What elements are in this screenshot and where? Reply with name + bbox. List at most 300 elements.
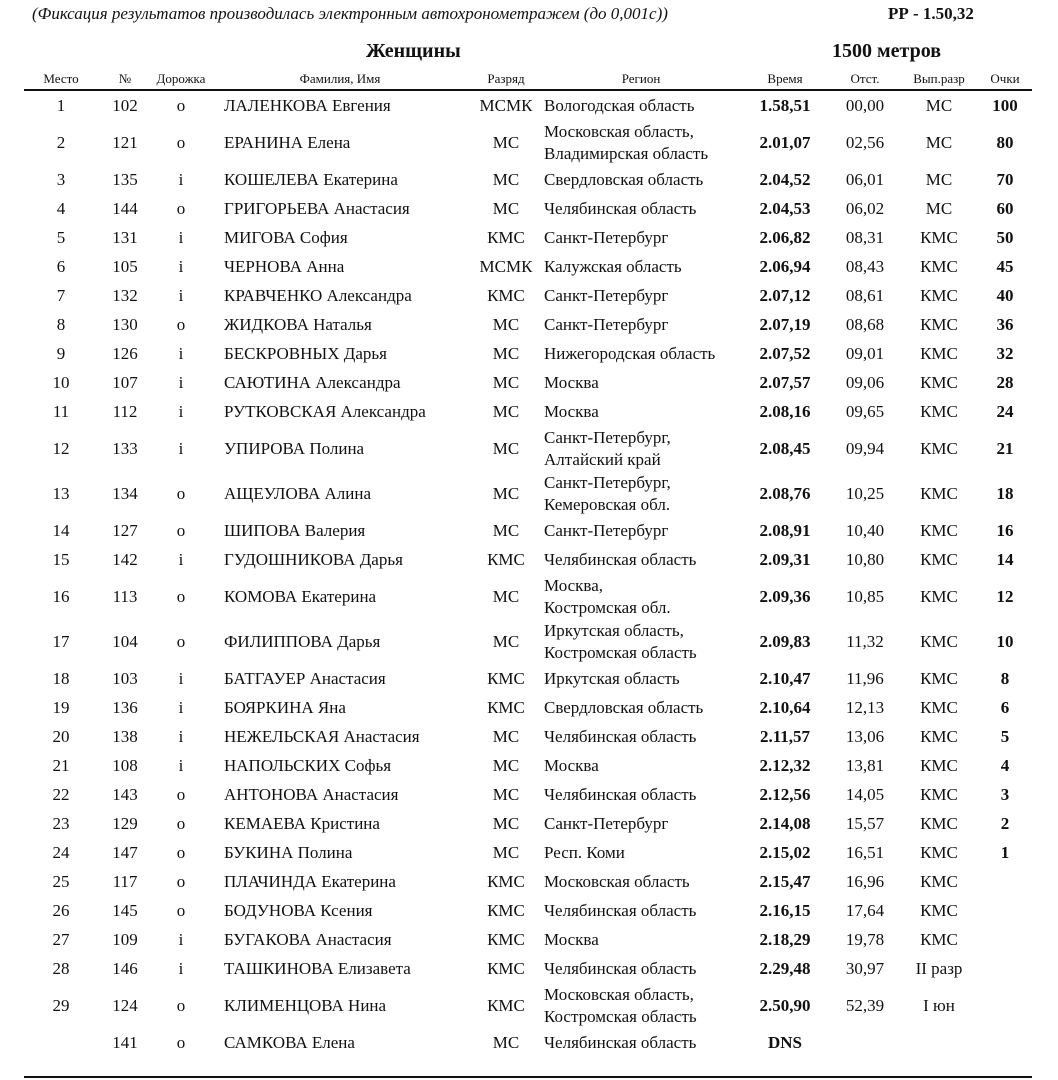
- cell-points: 21: [996, 438, 1014, 458]
- cell-region: [542, 194, 740, 223]
- cell-region: [542, 368, 740, 397]
- cell-lane: o: [176, 520, 186, 540]
- cell-points: 80: [996, 132, 1014, 152]
- region-line: Москва: [544, 401, 599, 421]
- cell-name: УПИРОВА Полина: [224, 438, 365, 458]
- cell-name: ПЛАЧИНДА Екатерина: [224, 871, 396, 891]
- cell-place: 18: [52, 668, 70, 688]
- region-line: Санкт-Петербург: [544, 285, 669, 305]
- table-row: [24, 619, 1032, 664]
- cell-points: [978, 983, 1032, 1028]
- cell-lane: i: [178, 929, 184, 949]
- cell-rank: МС: [492, 520, 520, 540]
- cell-region: [542, 165, 740, 194]
- cell-achieved: КМС: [920, 784, 958, 804]
- cell-lane: o: [176, 95, 186, 115]
- cell-place: 2: [56, 132, 66, 152]
- cell-rank: КМС: [487, 871, 525, 891]
- col-name: Фамилия, Имя: [210, 69, 470, 90]
- cell-region: [542, 252, 740, 281]
- table-row: [24, 664, 1032, 693]
- cell-gap: 10,40: [845, 520, 885, 540]
- col-number: №: [98, 69, 152, 90]
- timing-note: (Фиксация результатов производилась электронным автохронометражем (до 0,001с)): [32, 4, 668, 23]
- cell-region: [542, 722, 740, 751]
- category-title: Женщины: [366, 40, 461, 62]
- cell-gap: 08,43: [845, 256, 885, 276]
- region-line: Санкт-Петербург: [544, 813, 669, 833]
- cell-lane: i: [178, 285, 184, 305]
- cell-gap: 12,13: [845, 697, 885, 717]
- cell-name: БУГАКОВА Анастасия: [224, 929, 392, 949]
- table-row: [24, 223, 1032, 252]
- cell-gap: 10,85: [845, 586, 885, 606]
- cell-points: 28: [996, 372, 1014, 392]
- cell-time: 2.50,90: [759, 995, 811, 1015]
- cell-rank: МС: [492, 198, 520, 218]
- table-row: [24, 471, 1032, 516]
- cell-achieved: КМС: [920, 631, 958, 651]
- cell-rank: КМС: [487, 668, 525, 688]
- region-line: Костромская обл.: [544, 597, 671, 617]
- cell-achieved: КМС: [920, 842, 958, 862]
- cell-achieved: КМС: [920, 668, 958, 688]
- cell-number: 143: [112, 784, 138, 804]
- cell-time: 2.29,48: [759, 958, 811, 978]
- cell-lane: i: [178, 256, 184, 276]
- cell-time: 2.04,52: [759, 169, 811, 189]
- table-row: [24, 693, 1032, 722]
- cell-region: [542, 925, 740, 954]
- cell-number: 121: [112, 132, 138, 152]
- cell-achieved: I юн: [923, 995, 955, 1015]
- cell-place: 6: [56, 256, 66, 276]
- table-row: [24, 426, 1032, 471]
- cell-region: [542, 619, 740, 664]
- region-line: Иркутская область,: [544, 620, 684, 640]
- cell-region: [542, 809, 740, 838]
- cell-number: 102: [112, 95, 138, 115]
- cell-region: [542, 426, 740, 471]
- cell-time: 2.18,29: [759, 929, 811, 949]
- cell-rank: МС: [492, 755, 520, 775]
- cell-place: 15: [52, 549, 70, 569]
- cell-name: НАПОЛЬСКИХ Софья: [224, 755, 392, 775]
- cell-achieved: КМС: [920, 483, 958, 503]
- region-line: Вологодская область: [544, 95, 695, 115]
- cell-achieved: МС: [925, 95, 953, 115]
- cell-place: 26: [52, 900, 70, 920]
- cell-rank: МС: [492, 169, 520, 189]
- cell-time: 2.15,47: [759, 871, 811, 891]
- cell-rank: МС: [492, 314, 520, 334]
- cell-place: [24, 1028, 98, 1057]
- table-row: [24, 867, 1032, 896]
- region-line: Москва: [544, 755, 599, 775]
- region-line: Московская область,: [544, 121, 694, 141]
- cell-number: 132: [112, 285, 138, 305]
- results-body: [24, 90, 1032, 1057]
- table-row: [24, 339, 1032, 368]
- cell-time: 2.08,45: [759, 438, 811, 458]
- cell-place: 24: [52, 842, 70, 862]
- table-row: [24, 310, 1032, 339]
- cell-rank: КМС: [487, 958, 525, 978]
- cell-gap: 11,32: [846, 631, 884, 651]
- cell-achieved: КМС: [920, 871, 958, 891]
- cell-region: [542, 574, 740, 619]
- cell-number: 127: [112, 520, 138, 540]
- cell-time: 2.12,32: [759, 755, 811, 775]
- cell-place: 19: [52, 697, 70, 717]
- cell-gap: 08,31: [845, 227, 885, 247]
- cell-time: DNS: [767, 1032, 802, 1052]
- cell-points: 12: [996, 586, 1014, 606]
- region-line: Свердловская область: [544, 697, 704, 717]
- region-line: Санкт-Петербург,: [544, 427, 671, 447]
- cell-rank: МСМК: [479, 95, 533, 115]
- cell-gap: 13,06: [845, 726, 885, 746]
- cell-rank: МС: [492, 842, 520, 862]
- cell-gap: 19,78: [845, 929, 885, 949]
- cell-lane: o: [176, 198, 186, 218]
- cell-achieved: КМС: [920, 549, 958, 569]
- cell-gap: 17,64: [845, 900, 885, 920]
- cell-place: 4: [56, 198, 66, 218]
- cell-gap: 06,02: [845, 198, 885, 218]
- cell-time: 2.08,16: [759, 401, 811, 421]
- cell-time: 2.09,83: [759, 631, 811, 651]
- cell-points: 60: [996, 198, 1014, 218]
- cell-number: 104: [112, 631, 138, 651]
- cell-gap: 52,39: [845, 995, 885, 1015]
- cell-place: 8: [56, 314, 66, 334]
- cell-place: 11: [52, 401, 70, 421]
- cell-rank: КМС: [487, 900, 525, 920]
- col-place: Место: [24, 69, 98, 90]
- cell-points: 14: [996, 549, 1014, 569]
- cell-place: 25: [52, 871, 70, 891]
- cell-number: 142: [112, 549, 138, 569]
- region-line: Московская область: [544, 871, 690, 891]
- cell-gap: 16,96: [845, 871, 885, 891]
- cell-region: [542, 281, 740, 310]
- cell-points: 32: [996, 343, 1014, 363]
- cell-region: [542, 397, 740, 426]
- cell-place: 9: [56, 343, 66, 363]
- cell-number: 124: [112, 995, 138, 1015]
- region-line: Свердловская область: [544, 169, 704, 189]
- cell-gap: 11,96: [846, 668, 884, 688]
- cell-name: КОШЕЛЕВА Екатерина: [224, 169, 398, 189]
- cell-gap: 30,97: [845, 958, 885, 978]
- cell-rank: КМС: [487, 227, 525, 247]
- cell-lane: o: [176, 1032, 186, 1052]
- cell-rank: МС: [492, 1032, 520, 1052]
- col-region: Регион: [542, 69, 740, 90]
- cell-time: 2.06,94: [759, 256, 811, 276]
- cell-lane: i: [178, 726, 184, 746]
- cell-name: НЕЖЕЛЬСКАЯ Анастасия: [224, 726, 420, 746]
- cell-points: 45: [996, 256, 1014, 276]
- region-line: Костромская область: [544, 642, 697, 662]
- cell-rank: КМС: [487, 549, 525, 569]
- cell-lane: i: [178, 227, 184, 247]
- cell-lane: o: [176, 900, 186, 920]
- table-row: [24, 252, 1032, 281]
- cell-number: 103: [112, 668, 138, 688]
- cell-points: [978, 896, 1032, 925]
- table-row: [24, 281, 1032, 310]
- cell-gap: 09,01: [845, 343, 885, 363]
- cell-achieved: МС: [925, 132, 953, 152]
- cell-number: 117: [112, 871, 138, 891]
- cell-region: [542, 867, 740, 896]
- cell-gap: 15,57: [845, 813, 885, 833]
- cell-region: [542, 1028, 740, 1057]
- region-line: Нижегородская область: [544, 343, 716, 363]
- cell-region: [542, 983, 740, 1028]
- region-line: Санкт-Петербург: [544, 227, 669, 247]
- cell-number: 134: [112, 483, 138, 503]
- cell-name: КЛИМЕНЦОВА Нина: [224, 995, 387, 1015]
- cell-place: 5: [56, 227, 66, 247]
- cell-lane: o: [176, 483, 186, 503]
- cell-points: 6: [1000, 697, 1010, 717]
- cell-achieved: КМС: [920, 343, 958, 363]
- cell-name: ЧЕРНОВА Анна: [224, 256, 345, 276]
- cell-number: 135: [112, 169, 138, 189]
- table-row: [24, 545, 1032, 574]
- cell-region: [542, 896, 740, 925]
- cell-rank: КМС: [487, 697, 525, 717]
- cell-rank: МС: [492, 726, 520, 746]
- cell-time: 2.09,36: [759, 586, 811, 606]
- cell-gap: 10,80: [845, 549, 885, 569]
- region-line: Кемеровская обл.: [544, 494, 671, 514]
- cell-lane: o: [176, 842, 186, 862]
- cell-name: САМКОВА Елена: [224, 1032, 355, 1052]
- cell-achieved: КМС: [920, 372, 958, 392]
- cell-place: 16: [52, 586, 70, 606]
- table-row: [24, 983, 1032, 1028]
- cell-name: КЕМАЕВА Кристина: [224, 813, 380, 833]
- cell-name: МИГОВА София: [224, 227, 348, 247]
- header-row: [24, 69, 1032, 90]
- cell-region: [542, 339, 740, 368]
- cell-place: 7: [56, 285, 66, 305]
- cell-rank: МС: [492, 372, 520, 392]
- cell-rank: МС: [492, 784, 520, 804]
- cell-gap: 09,94: [845, 438, 885, 458]
- table-row: [24, 896, 1032, 925]
- cell-points: 36: [996, 314, 1014, 334]
- cell-name: ГРИГОРЬЕВА Анастасия: [224, 198, 410, 218]
- cell-lane: o: [176, 132, 186, 152]
- cell-place: 1: [56, 95, 66, 115]
- cell-time: 2.06,82: [759, 227, 811, 247]
- cell-region: [542, 780, 740, 809]
- table-row: [24, 165, 1032, 194]
- cell-place: 21: [52, 755, 70, 775]
- cell-number: 107: [112, 372, 138, 392]
- cell-achieved: КМС: [920, 755, 958, 775]
- table-row: [24, 368, 1032, 397]
- cell-time: 2.07,57: [759, 372, 811, 392]
- cell-rank: КМС: [487, 995, 525, 1015]
- cell-achieved: КМС: [920, 401, 958, 421]
- cell-name: БАТГАУЕР Анастасия: [224, 668, 386, 688]
- region-line: Челябинская область: [544, 900, 697, 920]
- cell-gap: 09,06: [845, 372, 885, 392]
- cell-place: 20: [52, 726, 70, 746]
- cell-gap: [830, 1028, 900, 1057]
- table-row: [24, 194, 1032, 223]
- cell-achieved: II разр: [915, 958, 963, 978]
- cell-time: 2.08,91: [759, 520, 811, 540]
- cell-time: 2.12,56: [759, 784, 811, 804]
- cell-lane: o: [176, 995, 186, 1015]
- cell-number: 112: [112, 401, 138, 421]
- cell-achieved: КМС: [920, 227, 958, 247]
- cell-name: ФИЛИППОВА Дарья: [224, 631, 381, 651]
- cell-number: 141: [112, 1032, 138, 1052]
- cell-number: 113: [112, 586, 138, 606]
- region-line: Иркутская область: [544, 668, 680, 688]
- cell-lane: o: [176, 314, 186, 334]
- cell-gap: 00,00: [845, 95, 885, 115]
- cell-points: 50: [996, 227, 1014, 247]
- cell-points: 4: [1000, 755, 1010, 775]
- cell-number: 147: [112, 842, 138, 862]
- region-line: Челябинская область: [544, 958, 697, 978]
- table-row: [24, 751, 1032, 780]
- cell-number: 105: [112, 256, 138, 276]
- cell-place: 17: [52, 631, 70, 651]
- cell-region: [542, 751, 740, 780]
- cell-region: [542, 545, 740, 574]
- cell-name: КРАВЧЕНКО Александра: [224, 285, 412, 305]
- cell-lane: o: [176, 631, 186, 651]
- cell-achieved: КМС: [920, 813, 958, 833]
- region-line: Челябинская область: [544, 784, 697, 804]
- cell-rank: МС: [492, 813, 520, 833]
- col-time: Время: [740, 69, 830, 90]
- cell-achieved: КМС: [920, 256, 958, 276]
- cell-points: 8: [1000, 668, 1010, 688]
- table-row: [24, 397, 1032, 426]
- cell-region: [542, 223, 740, 252]
- cell-time: 2.07,12: [759, 285, 811, 305]
- cell-region: [542, 693, 740, 722]
- cell-name: ГУДОШНИКОВА Дарья: [224, 549, 403, 569]
- cell-points: 5: [1000, 726, 1010, 746]
- cell-points: 2: [1000, 813, 1010, 833]
- region-line: Костромская область: [544, 1006, 697, 1026]
- cell-name: РУТКОВСКАЯ Александра: [224, 401, 426, 421]
- cell-points: 70: [996, 169, 1014, 189]
- cell-name: АЩЕУЛОВА Алина: [224, 483, 372, 503]
- cell-name: ЛАЛЕНКОВА Евгения: [224, 95, 391, 115]
- cell-name: БУКИНА Полина: [224, 842, 353, 862]
- cell-number: 130: [112, 314, 138, 334]
- cell-achieved: КМС: [920, 586, 958, 606]
- cell-lane: i: [178, 697, 184, 717]
- cell-time: 2.07,52: [759, 343, 811, 363]
- region-line: Санкт-Петербург: [544, 520, 669, 540]
- cell-place: 14: [52, 520, 70, 540]
- distance-title: 1500 метров: [832, 40, 941, 62]
- cell-achieved: КМС: [920, 900, 958, 920]
- cell-rank: МС: [492, 132, 520, 152]
- cell-rank: МС: [492, 438, 520, 458]
- cell-achieved: [900, 1028, 978, 1057]
- cell-time: 2.10,47: [759, 668, 811, 688]
- cell-region: [542, 516, 740, 545]
- cell-region: [542, 120, 740, 165]
- cell-number: 109: [112, 929, 138, 949]
- cell-rank: МС: [492, 343, 520, 363]
- table-row: [24, 120, 1032, 165]
- cell-name: ЖИДКОВА Наталья: [224, 314, 372, 334]
- cell-time: 2.11,57: [759, 726, 811, 746]
- cell-place: 29: [52, 995, 70, 1015]
- region-line: Санкт-Петербург: [544, 314, 669, 334]
- cell-gap: 10,25: [845, 483, 885, 503]
- cell-number: 129: [112, 813, 138, 833]
- col-lane: Дорожка: [152, 69, 210, 90]
- cell-lane: i: [178, 958, 184, 978]
- region-line: Москва: [544, 929, 599, 949]
- cell-lane: i: [178, 549, 184, 569]
- region-line: Челябинская область: [544, 726, 697, 746]
- col-points: Очки: [978, 69, 1032, 90]
- cell-rank: МС: [492, 631, 520, 651]
- cell-rank: КМС: [487, 929, 525, 949]
- cell-lane: i: [178, 372, 184, 392]
- table-row: [24, 516, 1032, 545]
- region-line: Москва,: [544, 575, 604, 595]
- cell-achieved: КМС: [920, 438, 958, 458]
- cell-name: ТАШКИНОВА Елизавета: [224, 958, 411, 978]
- region-line: Московская область,: [544, 984, 694, 1004]
- region-line: Челябинская область: [544, 198, 697, 218]
- cell-gap: 13,81: [845, 755, 885, 775]
- bottom-rule: [24, 1076, 1032, 1078]
- cell-achieved: КМС: [920, 697, 958, 717]
- cell-time: 1.58,51: [759, 95, 811, 115]
- cell-name: АНТОНОВА Анастасия: [224, 784, 399, 804]
- cell-time: 2.04,53: [759, 198, 811, 218]
- cell-achieved: КМС: [920, 520, 958, 540]
- region-line: Респ. Коми: [544, 842, 625, 862]
- cell-lane: o: [176, 813, 186, 833]
- cell-achieved: КМС: [920, 314, 958, 334]
- cell-lane: o: [176, 784, 186, 804]
- cell-lane: o: [176, 586, 186, 606]
- table-row: [24, 954, 1032, 983]
- cell-rank: КМС: [487, 285, 525, 305]
- cell-place: 27: [52, 929, 70, 949]
- cell-name: САЮТИНА Александра: [224, 372, 401, 392]
- cell-number: 133: [112, 438, 138, 458]
- cell-region: [542, 90, 740, 120]
- cell-points: [978, 1028, 1032, 1057]
- cell-number: 108: [112, 755, 138, 775]
- col-achieved: Вып.разр: [900, 69, 978, 90]
- cell-gap: 02,56: [845, 132, 885, 152]
- cell-points: 40: [996, 285, 1014, 305]
